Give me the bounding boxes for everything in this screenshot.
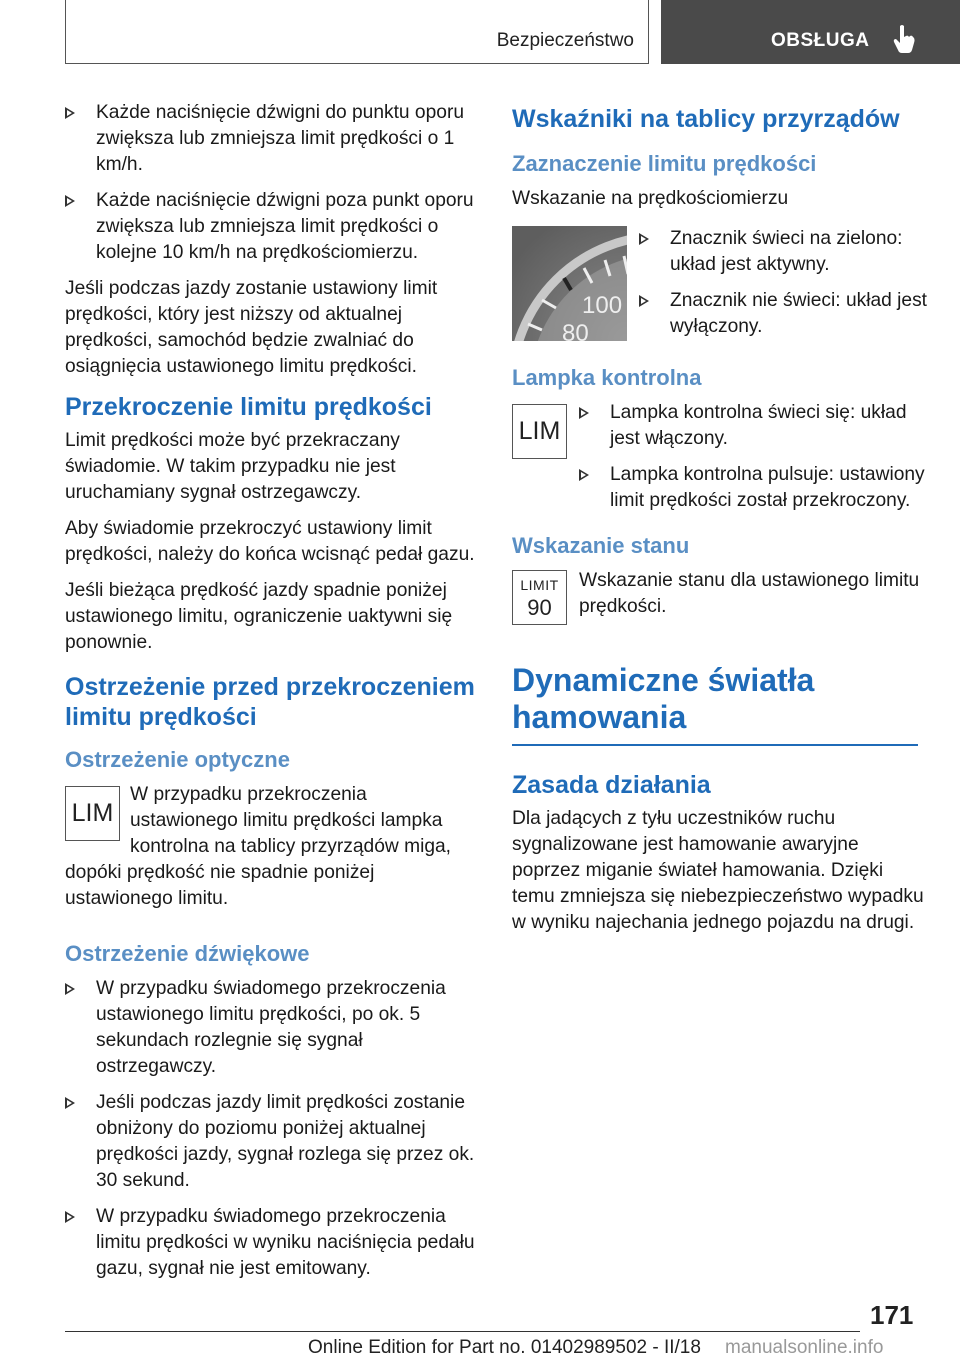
list-item: Lampka kontrolna świeci się: układ jest włączony. [579, 400, 928, 452]
paragraph: Wskazanie na prędkościomierzu [512, 188, 789, 209]
pointing-hand-icon [893, 24, 915, 54]
paragraph: Dla jadących z tyłu uczestników ruchu sygnalizowane jest hamowanie awaryjne poprzez miganie świateł hamowania. Dzięki temu zmniejsza się niebezpieczeństwo wypadku w wyniku najechania jednego pojazdu na drugi. [512, 808, 924, 933]
triangle-bullet-icon [639, 295, 649, 307]
triangle-bullet-icon [639, 233, 649, 245]
footer-edition: Online Edition for Part no. 01402989502 - II/18 [308, 1337, 701, 1358]
list-item: Lampka kontrolna pulsuje: ustawiony limit prędkości został przekroczony. [579, 462, 928, 514]
paragraph: Aby świadomie przekroczyć ustawiony limit prędkości, należy do końca wcisnąć pedał gazu. [65, 518, 475, 565]
lim-indicator-icon: LIM [512, 404, 567, 459]
heading-lamp: Lampka kontrolna [512, 365, 702, 390]
list-item: W przypadku świadomego przekroczenia ustawionego limitu prędkości, po ok. 5 sekundach rozlegnie się sygnał ostrzegawczy. [65, 976, 477, 1080]
list-item: W przypadku świadomego przekroczenia limitu prędkości w wyniku naciśnięcia pedału gazu, sygnał nie jest emitowany. [65, 1204, 477, 1282]
speedometer-image [512, 226, 627, 341]
header-chapter-title: OBSŁUGA [771, 30, 870, 51]
heading-mark: Zaznaczenie limitu prędkości [512, 151, 817, 176]
list-item: Każde naciśnięcie dźwigni do punktu oporu zwiększa lub zmniejsza limit prędkości o 1 km/h. [65, 100, 477, 178]
header-section-title: Bezpieczeństwo [496, 30, 634, 51]
heading-exceed: Przekroczenie limitu prędkości [65, 393, 432, 421]
list-item: Znacznik świeci na zielono: układ jest aktywny. [639, 226, 928, 278]
heading-principle: Zasada działania [512, 771, 711, 799]
status-block [512, 568, 928, 638]
triangle-bullet-icon [65, 1211, 75, 1223]
gauge-label-80: 80 [562, 320, 589, 341]
paragraph: Jeśli bieżąca prędkość jazdy spadnie poniżej ustawionego limitu, ograniczenie uaktywni się ponownie. [65, 580, 453, 653]
triangle-bullet-icon [65, 983, 75, 995]
heading-dynamic-brake-lights: Dynamiczne światła hamowania [512, 662, 918, 746]
list-item: Jeśli podczas jazdy limit prędkości zostanie obniżony do poziomu poniżej aktualnej prędkości jazdy, sygnał rozlega się przez ok. 30 sekund. [65, 1090, 477, 1194]
footer-divider [65, 1331, 860, 1332]
paragraph: Wskazanie stanu dla ustawionego limitu prędkości. [579, 570, 920, 617]
triangle-bullet-icon [65, 1097, 75, 1109]
triangle-bullet-icon [579, 407, 589, 419]
list-item: Znacznik nie świeci: układ jest wyłączony. [639, 288, 928, 340]
heading-warning: Ostrzeżenie przed przekroczeniem limitu prędkości [65, 673, 475, 731]
paragraph: Limit prędkości może być przekraczany świadomie. W takim przypadku nie jest uruchamiany sygnał ostrzegawczy. [65, 430, 400, 503]
heading-indicators: Wskaźniki na tablicy przyrządów [512, 105, 900, 133]
lim-indicator-icon: LIM [65, 786, 120, 841]
triangle-bullet-icon [65, 107, 75, 119]
limit-status-icon: LIMIT 90 [512, 570, 567, 625]
footer-watermark: manualsonline.info [725, 1337, 884, 1358]
paragraph: Jeśli podczas jazdy zostanie ustawiony limit prędkości, który jest niższy od aktualnej prędkości, samochód będzie zwalniać do osiągnięcia ustawionego limitu prędkości. [65, 278, 438, 377]
left-column [65, 100, 477, 1292]
paragraph: W przypadku przekroczenia ustawionego limitu prędkości lampka kontrolna na tablicy przyrządów miga, dopóki prędkość nie spadnie poniżej ustawionego limitu. [65, 784, 452, 909]
right-column [512, 100, 928, 946]
triangle-bullet-icon [65, 195, 75, 207]
header-chapter-tab [661, 0, 960, 64]
optical-block [65, 782, 477, 922]
heading-acoustic: Ostrzeżenie dźwiękowe [65, 941, 310, 966]
heading-optical: Ostrzeżenie optyczne [65, 747, 290, 772]
gauge-label-100: 100 [582, 292, 623, 319]
list-item: Każde naciśnięcie dźwigni poza punkt oporu zwiększa lub zmniejsza limit prędkości o kolejne 10 km/h na prędkościomierzu. [65, 188, 477, 266]
page-number: 171 [870, 1300, 914, 1330]
heading-status: Wskazanie stanu [512, 533, 690, 558]
triangle-bullet-icon [579, 469, 589, 481]
header-section-tab [65, 0, 649, 64]
mark-block [512, 226, 928, 356]
lamp-block [512, 400, 928, 530]
